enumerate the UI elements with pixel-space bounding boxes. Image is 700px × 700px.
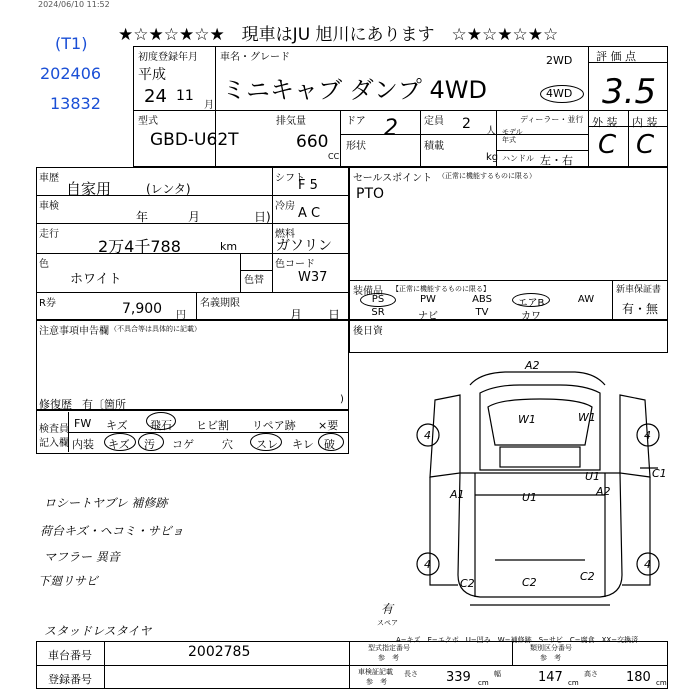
equip-pw: PW xyxy=(420,294,436,305)
warranty-value: 有・無 xyxy=(622,302,659,316)
chip-circle xyxy=(146,412,176,430)
mileage-value: 2万4千788 xyxy=(98,237,181,256)
mark-c1-right: C1 xyxy=(652,467,667,480)
score-label: 評 価 点 xyxy=(596,50,636,63)
equip-airbag: エアB xyxy=(517,298,545,309)
tire-rl-value: 4 xyxy=(424,558,431,571)
inspect-repair: リペア跡 xyxy=(252,419,296,432)
fuel-label: 燃料 xyxy=(275,229,295,240)
inspector-label: 検査員 xyxy=(39,424,69,435)
shift-value: F 5 xyxy=(298,178,318,193)
inspection-year: 年 xyxy=(136,210,149,224)
color-label: 色 xyxy=(39,259,49,270)
note-line-4: 下廻リサビ xyxy=(38,574,98,588)
warranty-label: 新車保証書 xyxy=(616,285,662,295)
reg-year: 24 xyxy=(144,86,167,107)
spare-value: 有 xyxy=(381,602,394,616)
interior-cut: キレ xyxy=(292,438,314,451)
tax-month: 月 xyxy=(290,308,303,322)
reg-era: 平成 xyxy=(138,67,166,83)
doors-label: ドア xyxy=(346,116,366,127)
model-year-label: モデル 年式 xyxy=(502,128,523,144)
shift-label: シフト xyxy=(275,173,305,184)
windshield xyxy=(488,399,592,445)
interior-scratch: キズ xyxy=(108,438,130,451)
reg-month-unit: 月 xyxy=(204,100,214,111)
equip-navi: ナビ xyxy=(418,311,438,322)
tire-fl-value: 4 xyxy=(424,429,431,442)
cert-label: 車検証記載 xyxy=(358,668,393,676)
capacity-value: 2 xyxy=(462,116,471,132)
recycle-label: R券 xyxy=(39,298,56,309)
banner: ★☆★☆★☆★ 現車はJU 旭川にあります ☆★☆★☆★☆ xyxy=(118,25,559,45)
entry-label: 記入欄 xyxy=(39,438,69,449)
reg-month: 11 xyxy=(176,88,194,104)
drive-2wd: 2WD xyxy=(546,54,573,67)
inspection-label: 車検 xyxy=(39,201,59,212)
mark-w1-right: W1 xyxy=(578,411,596,424)
damage-legend: A−キズ E−エクボ U−凹み W−補修跡 S−サビ C−腐食 XX−交換済 xyxy=(396,636,639,644)
history-label: 車歴 xyxy=(39,173,59,184)
score-value: 3.5 xyxy=(602,72,657,112)
shape-label: 形状 xyxy=(346,141,366,152)
int-grade: C xyxy=(636,130,655,160)
mark-u1-right: U1 xyxy=(585,470,601,483)
equip-tv: TV xyxy=(475,307,489,318)
sales-point-note: （正常に機能するものに限る） xyxy=(438,172,536,180)
length-label: 長さ xyxy=(404,670,418,678)
ac-value: A C xyxy=(298,206,321,221)
note-line-5: スタッドレスタイヤ xyxy=(44,624,152,638)
ext-label: 外 装 xyxy=(592,116,618,129)
tire-rr-value: 4 xyxy=(644,558,651,571)
lot-tag: (T1) xyxy=(55,34,88,53)
mark-c2-right: C2 xyxy=(580,570,595,583)
chassis-value: 2002785 xyxy=(188,644,251,660)
notes-label: 注意事項申告欄 xyxy=(39,326,109,337)
mileage-label: 走行 xyxy=(39,229,59,240)
interior-wear-circle xyxy=(250,433,282,451)
inspect-scratch: キズ xyxy=(106,419,128,432)
ext-grade: C xyxy=(598,130,617,160)
left-door xyxy=(430,395,460,477)
handle-value: 左・右 xyxy=(540,154,573,167)
model-value: GBD-U62T xyxy=(150,130,239,150)
after-box xyxy=(349,320,668,353)
inspect-need: ×要 xyxy=(318,419,339,432)
front-bumper xyxy=(470,372,605,385)
equip-sr: SR xyxy=(371,307,385,318)
int-label: 内 装 xyxy=(632,116,658,129)
length-value: 339 xyxy=(446,670,471,685)
equip-aw: AW xyxy=(577,294,595,305)
mark-a1-left: A1 xyxy=(450,488,465,501)
equipment-label: 装備品 xyxy=(353,286,383,297)
height-unit: cm xyxy=(656,679,667,687)
tax-day: 日 xyxy=(328,308,341,322)
type-label: 型式指定番号 xyxy=(368,644,410,652)
repair-value: 有〔箇所 xyxy=(82,398,126,411)
class-label: 類別区分番号 xyxy=(530,644,572,652)
inspection-day: 日) xyxy=(254,210,271,224)
mark-a2-front: A2 xyxy=(525,359,540,372)
displacement-label: 排気量 xyxy=(276,116,306,127)
fuel-value: ガソリン xyxy=(276,238,332,254)
note-line-3: マフラー 異音 xyxy=(44,550,120,564)
lot-number: 13832 xyxy=(50,94,101,113)
car-name: ミニキャブ ダンプ 4WD xyxy=(222,76,487,104)
registration-label: 登録番号 xyxy=(48,673,92,686)
type-ref: 参 考 xyxy=(378,654,399,662)
interior-scratch-circle xyxy=(104,433,136,451)
displacement-value: 660 xyxy=(296,132,329,152)
after-label: 後日資 xyxy=(353,326,383,337)
ac-label: 冷房 xyxy=(275,201,295,212)
mark-c2-left: C2 xyxy=(460,577,475,590)
width-label: 幅 xyxy=(494,670,501,678)
mark-c2-rear: C2 xyxy=(522,576,537,589)
interior-hole: 穴 xyxy=(222,438,233,451)
width-unit: cm xyxy=(568,679,579,687)
car-name-label: 車名・グレード xyxy=(220,52,290,63)
dealer-label: ディーラー・並行 xyxy=(520,115,584,124)
interior-tear: 破 xyxy=(324,438,335,451)
inspect-crack: ヒビ割 xyxy=(196,419,229,432)
inspect-fw: FW xyxy=(74,417,92,430)
tire-fr-value: 4 xyxy=(644,429,651,442)
equip-abs: ABS xyxy=(472,294,492,305)
drive-4wd: 4WD xyxy=(546,87,573,100)
displacement-unit: CC xyxy=(328,152,340,161)
interior-dirt: 汚 xyxy=(144,438,155,451)
inspect-chip: 飛石 xyxy=(150,419,172,432)
note-line-2: 荷台キズ・ヘコミ・サビョ xyxy=(40,524,184,538)
vehicle-diagram xyxy=(400,355,670,630)
repair-end: ) xyxy=(340,394,344,405)
lot-date-code: 202406 xyxy=(40,64,102,83)
interior-label: 内装 xyxy=(72,438,94,451)
doors-value: 2 xyxy=(384,116,398,141)
equip-leather: カワ xyxy=(521,311,541,322)
interior-tear-circle xyxy=(318,433,344,451)
cab-outline xyxy=(480,385,600,470)
mark-u1-bed: U1 xyxy=(522,491,538,504)
length-unit: cm xyxy=(478,679,489,687)
equipment-note: 【正常に機能するものに限る】 xyxy=(392,285,490,293)
interior-dirt-circle xyxy=(138,433,164,451)
interior-burn: コゲ xyxy=(172,438,194,451)
mileage-unit: km xyxy=(220,240,238,253)
capacity-label: 定員 xyxy=(424,116,444,127)
mark-w1-hood: W1 xyxy=(518,413,536,426)
chassis-label: 車台番号 xyxy=(48,649,92,662)
sales-point-value: PTO xyxy=(356,186,385,202)
capacity-unit: 人 xyxy=(486,126,496,137)
class-ref: 参 考 xyxy=(540,654,561,662)
sales-point-label: セールスポイント xyxy=(353,173,433,184)
history-value: 自家用 xyxy=(66,180,112,198)
recycle-unit: 円 xyxy=(176,310,186,321)
width-value: 147 xyxy=(538,670,563,685)
color-change-label: 色替 xyxy=(244,275,264,286)
interior-wear: スレ xyxy=(256,438,278,451)
cert-ref: 参 考 xyxy=(366,678,387,686)
repair-label: 修復歴 xyxy=(39,398,72,411)
color-code-label: 色コード xyxy=(275,259,315,270)
recycle-value: 7,900 xyxy=(122,301,163,317)
history-rental: (レンタ) xyxy=(146,182,191,196)
load-label: 積載 xyxy=(424,141,444,152)
notes-note: （不具合等は具体的に記載） xyxy=(110,325,201,333)
print-timestamp: 2024/06/10 11:52 xyxy=(38,0,110,9)
tax-label: 名義期限 xyxy=(200,298,240,309)
handle-label: ハンドル xyxy=(502,154,534,163)
height-label: 高さ xyxy=(584,670,598,678)
note-line-1: ロシートヤブレ 補修跡 xyxy=(44,496,168,510)
cab-roof xyxy=(500,447,580,467)
color-code-value: W37 xyxy=(298,270,328,285)
color-value: ホワイト xyxy=(70,272,122,287)
reg-label: 初度登録年月 xyxy=(138,52,198,63)
equip-ps: PS xyxy=(371,294,385,305)
inspection-month: 月 xyxy=(188,210,201,224)
load-unit: kg xyxy=(486,152,499,163)
model-label: 型式 xyxy=(138,116,158,127)
spare-label: スペア xyxy=(377,619,398,627)
mark-a2-right: A2 xyxy=(596,485,611,498)
height-value: 180 xyxy=(626,670,651,685)
